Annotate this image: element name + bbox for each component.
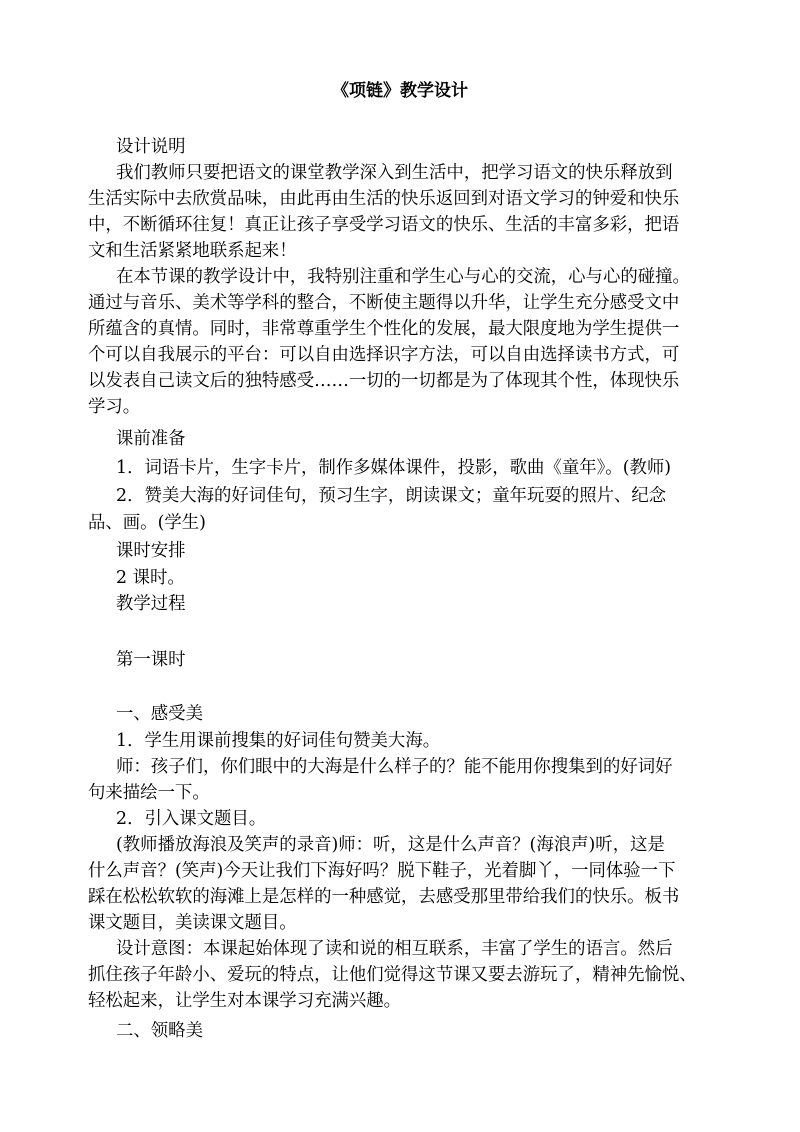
paragraph-line: 轻松起来，让学生对本课学习充满兴趣。 (88, 991, 402, 1011)
paragraph-line: 什么声音？(笑声)今天让我们下海好吗？脱下鞋子，光着脚丫，一同体验一下 (88, 861, 676, 881)
paragraph-line: 设计意图：本课起始体现了读和说的相互联系，丰富了学生的语言。然后 (116, 939, 673, 959)
paragraph-line: (教师播放海浪及笑声的录音)师：听，这是什么声音？(海浪声)听，这是 (116, 835, 665, 855)
section-heading-schedule: 课时安排 (116, 541, 186, 561)
paragraph-line: 抓住孩子年龄小、爱玩的特点，让他们觉得这节课又要去游玩了，精神先愉悦、 (88, 965, 697, 985)
list-item-continuation: 品、画。(学生) (88, 513, 206, 533)
list-item: 1．词语卡片，生字卡片，制作多媒体课件，投影，歌曲《童年》。(教师) (116, 458, 672, 478)
paragraph-line: 文和生活紧紧地联系起来！ (88, 241, 297, 261)
paragraph-line: 中，不断循环往复！真正让孩子享受学习语文的快乐、生活的丰富多彩，把语 (88, 215, 680, 235)
section-heading-feel-beauty: 一、感受美 (116, 704, 203, 724)
list-item: 1．学生用课前搜集的好词佳句赞美大海。 (116, 731, 441, 751)
section-heading-preparation: 课前准备 (116, 429, 186, 449)
paragraph-line: 师：孩子们，你们眼中的大海是什么样子的？能不能用你搜集到的好词好 (116, 757, 673, 777)
list-item: 2．赞美大海的好词佳句，预习生字，朗读课文；童年玩耍的照片、纪念 (116, 486, 667, 506)
paragraph-line: 在本节课的教学设计中，我特别注重和学生心与心的交流，心与心的碰撞。 (116, 267, 690, 287)
paragraph-line: 踩在松松软软的海滩上是怎样的一种感觉，去感受那里带给我们的快乐。板书 (88, 887, 680, 907)
paragraph-line: 个可以自我展示的平台：可以自由选择识字方法，可以自由选择读书方式，可 (88, 345, 680, 365)
section-heading-first-lesson: 第一课时 (116, 650, 186, 670)
paragraph-line: 课文题目，美读课文题目。 (88, 913, 297, 933)
paragraph-line: 通过与音乐、美术等学科的整合，不断使主题得以升华，让学生充分感受文中 (88, 293, 680, 313)
section-heading-design-notes: 设计说明 (116, 137, 186, 157)
paragraph-line: 以发表自己读文后的独特感受……一切的一切都是为了体现其个性，体现快乐 (88, 371, 680, 391)
paragraph-line: 我们教师只要把语文的课堂教学深入到生活中，把学习语文的快乐释放到 (116, 163, 673, 183)
paragraph-line: 学习。 (88, 397, 141, 417)
paragraph-line: 所蕴含的真情。同时，非常尊重学生个性化的发展，最大限度地为学生提供一 (88, 319, 680, 339)
list-item: 2．引入课文题目。 (116, 809, 267, 829)
section-heading-process: 教学过程 (116, 594, 186, 614)
document-title: 《项链》教学设计 (332, 81, 468, 101)
section-heading-appreciate-beauty: 二、领略美 (116, 1021, 203, 1041)
paragraph-line: 2 课时。 (116, 568, 185, 588)
paragraph-line: 句来描绘一下。 (88, 783, 210, 803)
paragraph-line: 生活实际中去欣赏品味，由此再由生活的快乐返回到对语文学习的钟爱和快乐 (88, 189, 680, 209)
